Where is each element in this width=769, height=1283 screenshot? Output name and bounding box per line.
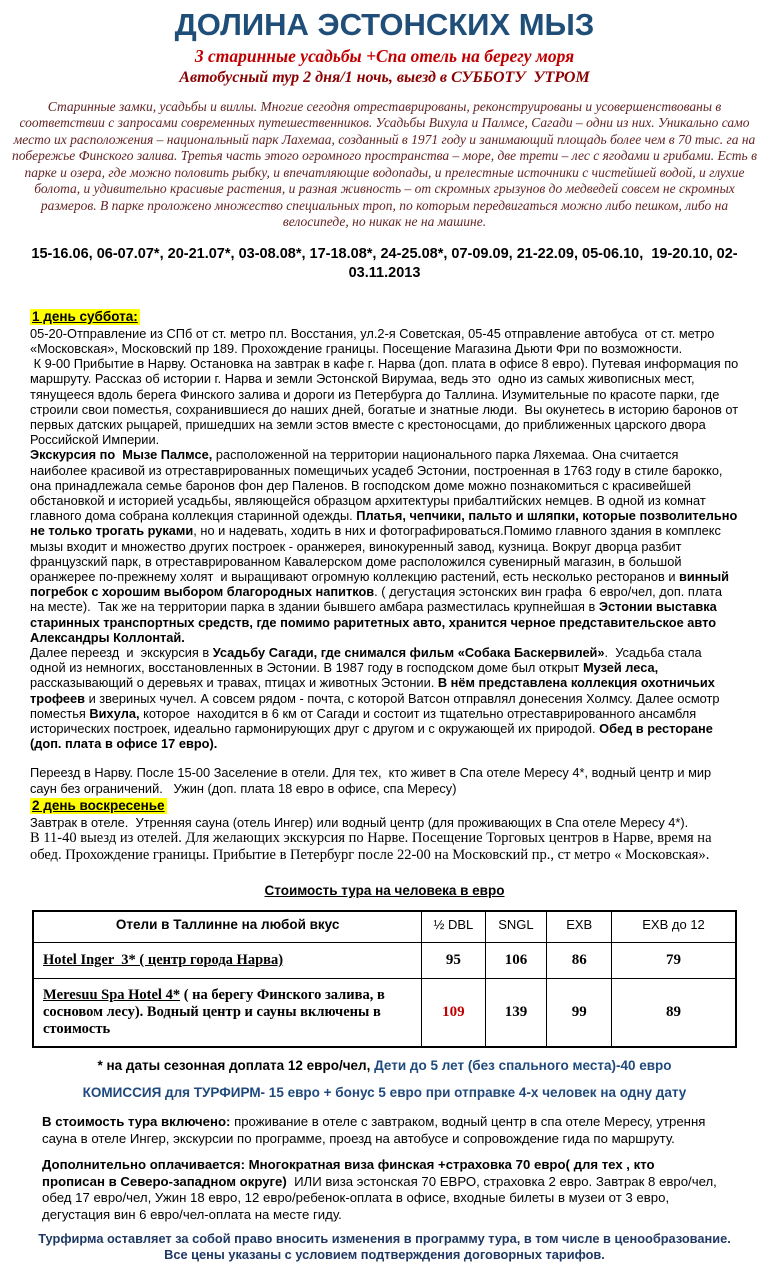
price-value: 139 [485, 979, 547, 1048]
day1-paragraph-evening: Переезд в Нарву. После 15-00 Заселение в отели. Для тех, кто живет в Спа отеле Мересу 4*, водный центр и мир саун без ограничений. Ужин (доп. плата 18 евро в офисе, спа Мересу) [30, 765, 715, 796]
subtitle-line-2: Автобусный тур 2 дня/1 ночь, выезд в СУББОТУ УТРОМ [179, 68, 590, 86]
departure-dates: 15-16.06, 06-07.07*, 20-21.07*, 03-08.08*, 17-18.08*, 24-25.08*, 07-09.09, 21-22.09, 05-06.10, 19-20.10, 02-03.11.2013 [31, 245, 738, 281]
hotel-desc: ( на берегу Финского залива, в сосновом лесу). Водный центр и сауны включены в стоимость [43, 987, 389, 1038]
column-header-half-dbl: ½ DBL [422, 911, 485, 943]
column-header-hotels: Отели в Таллинне на любой вкус [33, 911, 422, 943]
price-value: 79 [612, 943, 736, 979]
day1-paragraph-palmse: Экскурсия по Мызе Палмсе, расположенной на территории национального парка Ляхемаа. Она считается наиболее красивой из отреставрированных помещичьих усадеб Эстонии, построенная в 1763 году в стиле барокко, она принадлежала семье баронов фон дер Паленов. В господском доме можно познакомиться с красивейшей обстановкой и историей усадьбы, являющейся образцом архитектуры прибалтийских немцев. В одной из комнат главного дома собрана коллекция старинной одежды. Платья, чепчики, пальто и шляпки, которые позволительно не только трогать руками, но и надевать, ходить в них и фотографироваться.Помимо главного здания в комплекс мызы входит и множество других построек - оранжерея, винокуренный завод, кузница. Вокруг дворца разбит французский парк, в отреставрированном Кавалерском доме расположился сувенирный магазин, в большой оранжерее по-прежнему холят и выращивают огромную коллекцию растений, есть несколько ресторанов и винный погребок с хорошим выбором благородных напитков. ( дегустация эстонских вин графа 6 евро/чел, доп. плата на месте). Так же на территории парка в здании бывшего амбара разместилась крупнейшая в Эстонии выставка старинных транспортных средств, где помимо раритетных авто, хранится черное представительское авто Александры Коллонтай. [30, 447, 741, 645]
day1-paragraph-departure: 05-20-Отправление из СПб от ст. метро пл. Восстания, ул.2-я Советская, 05-45 отправление автобуса от ст. метро «Московская», Московский пр 189. Прохождение границы. Посещение Магазина Дьюти Фри по возможности. [30, 325, 718, 356]
day1-paragraph-narva: К 9-00 Прибытие в Нарву. Остановка на завтрак в кафе г. Нарва (доп. плата в офисе 8 евро). Путевая информация по маршруту. Рассказ об истории г. Нарва и земли Эстонской Вирумаа, ведь это одно из самых живописных мест, тянущееся вдоль берега Финского залива и дороги из Петербурга до Таллина. Изумительные по красоте парки, где строили свои поместья, сохранившиеся до наших дней, богатые и знатные люди. Вы окунетесь в историю баронов от первых датских рыцарей, пришедших на земли эстов вместе с крестоносцами, до приближенных царского двора Российской Империи. [30, 356, 742, 448]
hotel-inger-cell [33, 943, 422, 979]
price-value: 99 [547, 979, 612, 1048]
table-row-meresuu [33, 979, 736, 1048]
price-value: 86 [547, 943, 612, 979]
table-row-hotel-inger [33, 943, 736, 979]
column-header-exb-12: EXB до 12 [612, 911, 736, 943]
price-value: 89 [612, 979, 736, 1048]
price-value: 95 [422, 943, 485, 979]
note-season-surcharge: * на даты сезонная доплата 12 евро/чел, Дети до 5 лет (без спального места)-40 евро [97, 1058, 672, 1074]
day2-heading-row [30, 798, 739, 814]
price-table [32, 910, 737, 1048]
day2-heading: 2 день воскресенье [32, 797, 165, 813]
day2-paragraph-return: В 11-40 выезд из отелей. Для желающих экскурсия по Нарве. Посещение Торговых центров в Нарве, время на обед. Прохождение границы. Прибытие в Петербург после 22-00 на Московский пр., ст метро « Московская». [30, 830, 716, 863]
intro-paragraph: Старинные замки, усадьбы и виллы. Многие сегодня отреставрированы, реконструированы и усовершенствованы в соответствии с запросами современных путешественников. Усадьбы Вихула и Палмсе, Сагади – одни из них. Уникально само место их расположения – национальный парк Лахемаа, созданный в 1971 году и занимающий площадь более чем в 70 тыс. га на побережье Финского залива. Третья часть этого огромного пространства – море, две трети – лес с ягодами и грибами. Есть в парке и озера, где можно половить рыбку, и впечатляющие водопады, и прелестные источники с чистейшей водой, и глухие болота, и удивительно красивые растения, и разная живность – от скромных грызунов до медведей совсем не скромных размеров. В парке проложено множество специальных троп, по которым передвигаться можно либо пешком, либо на велосипеде, но никак не на машине. [12, 98, 761, 230]
column-header-exb: EXB [547, 911, 612, 943]
price-value: 106 [485, 943, 547, 979]
price-table-title: Стоимость тура на человека в евро [264, 883, 505, 899]
price-value-highlighted: 109 [422, 979, 485, 1048]
day1-paragraph-sagadi-vihula: Далее переезд и экскурсия в Усадьбу Сагади, где снимался фильм «Собака Баскервилей». Усадьба стала одной из немногих, восстановленных в Эстонии. В 1987 году в господском доме был открыт Музей леса, рассказывающий о деревьях и травах, птицах и животных Эстонии. В нём представлена коллекция охотничьих трофеев и звериных чучел. А совсем рядом - почта, с которой Ватсон отправлял донесения Холмсу. Далее осмотр поместья Вихула, которое находится в 6 км от Сагади и состоит из тщательно отреставрированного ансамбля исторических построек, идеально гармонирующих друг с другом и с окружающей их природой. Обед в ресторане (доп. плата в офисе 17 евро). [30, 644, 724, 752]
hotel-name: Meresuu Spa Hotel 4* [43, 987, 181, 1004]
subtitle-line-1: 3 старинные усадьбы +Спа отель на берегу моря [194, 45, 575, 66]
included-paragraph: В стоимость тура включено: проживание в отеле с завтраком, водный центр в спа отеле Мересу, утрення сауна в отеле Ингер, экскурсии по программе, проезд на автобусе и сопровождение гида по маршруту. [42, 1114, 710, 1146]
day1-heading: 1 день суббота: [32, 308, 138, 324]
footer-disclaimer: Турфирма оставляет за собой право вносить изменения в программу тура, в том числе в ценообразование. Все цены указаны с условием подтверждения договорных тарифов. [38, 1231, 735, 1262]
column-header-sngl: SNGL [485, 911, 547, 943]
day1-heading-row [30, 309, 739, 325]
day2-paragraph-morning: Завтрак в отеле. Утренняя сауна (отель Ингер) или водный центр (для проживающих в Спа отеле Мересу 4*). [30, 814, 689, 830]
page-title: ДОЛИНА ЭСТОНСКИХ МЫЗ [174, 7, 595, 42]
additional-paragraph: Дополнительно оплачивается: Многократная виза финская +страховка 70 евро( для тех , кто прописан в Северо-западном округе) ИЛИ виза эстонская 70 ЕВРО, страховка 2 евро. Завтрак 8 евро/чел, обед 17 евро/чел, Ужин 18 евро, 12 евро/ребенок-оплата в офисе, входные билеты в музеи от 3 евро, дегустация вин 6 евро/чел-оплата на месте гиду. [42, 1157, 721, 1222]
hotel-meresuu-cell [33, 979, 422, 1048]
tour-program [0, 309, 769, 863]
note-commission: КОМИССИЯ для ТУРФИРМ- 15 евро + бонус 5 евро при отправке 4-х человек на одну дату [82, 1085, 687, 1101]
hotel-name: Hotel Inger 3* ( центр города Нарва) [43, 952, 284, 969]
price-table-header-row [33, 911, 736, 943]
